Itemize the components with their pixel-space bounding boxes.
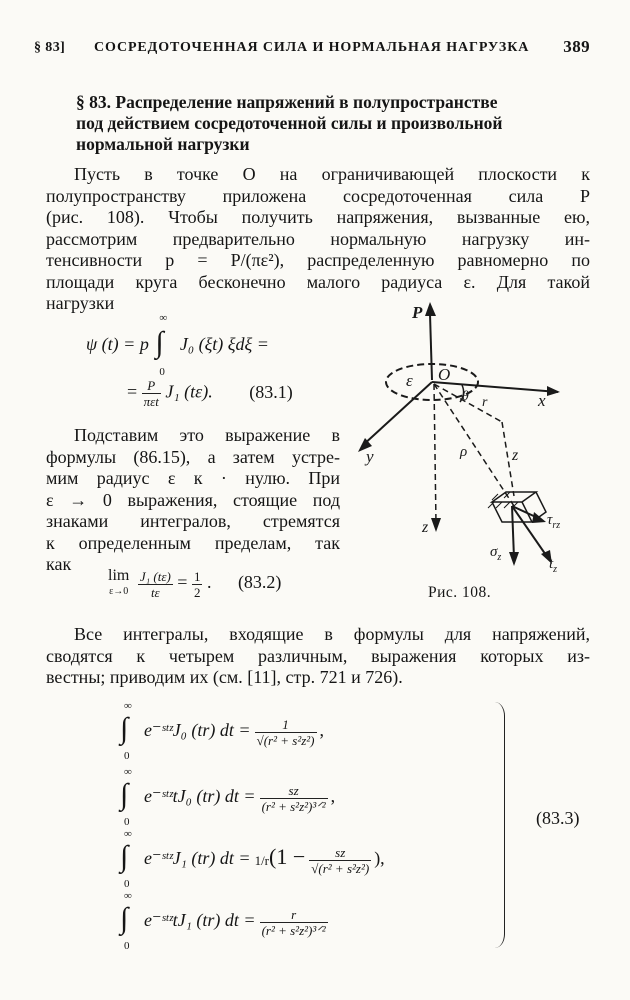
frac-den: (r² + s²z²)³ᐟ² bbox=[261, 798, 326, 814]
sigma-symbol: σ bbox=[490, 544, 498, 560]
y-axis bbox=[362, 382, 432, 446]
paragraph-intro bbox=[46, 164, 590, 315]
paragraph-limit bbox=[46, 425, 340, 576]
equation-83-2 bbox=[108, 568, 281, 600]
figure-108 bbox=[342, 296, 582, 586]
equation-number: (83.3) bbox=[536, 808, 580, 828]
text-line: знаками интегралов, стремятся bbox=[46, 511, 340, 531]
header-title: СОСРЕДОТОЧЕННАЯ СИЛА И НОРМАЛЬНАЯ НАГРУЗКА bbox=[94, 40, 530, 55]
integral-upper: ∞ bbox=[159, 312, 168, 324]
section-title-line: § 83. Распределение напряжений в полупространстве bbox=[76, 92, 498, 112]
integral-sign: ∞ ∫ 0 bbox=[120, 890, 132, 952]
integrand: e⁻ˢᵗᶻtJ₁ (tr) dt = bbox=[144, 910, 256, 931]
eq-period: . bbox=[206, 572, 212, 593]
right-brace bbox=[492, 702, 505, 948]
tau-symbol: τ bbox=[547, 512, 553, 528]
limit-operator bbox=[108, 568, 129, 600]
frac-den: √(r² + s²z²) bbox=[311, 860, 370, 876]
line-suffix: , bbox=[319, 720, 324, 741]
sigma-arrowhead bbox=[509, 552, 519, 566]
rhs-fraction bbox=[260, 783, 328, 814]
frac-num: sz bbox=[335, 844, 346, 860]
z-axis-arrowhead bbox=[431, 518, 441, 532]
label-r: r bbox=[482, 395, 488, 410]
text-line: Подставим это выражение в bbox=[74, 425, 340, 445]
lim-word: lim bbox=[108, 567, 130, 584]
text-line: ε → 0 выражения, стоящие под bbox=[46, 489, 340, 510]
frac-den: tε bbox=[138, 584, 173, 600]
figure-caption: Рис. 108. bbox=[428, 584, 492, 601]
integral-lower: 0 bbox=[159, 366, 165, 378]
integral-lower: 0 bbox=[124, 750, 130, 762]
text-line: формулы (86.15), а затем устре- bbox=[46, 446, 340, 467]
line-suffix: ), bbox=[374, 848, 385, 869]
equation-number: (83.1) bbox=[249, 381, 293, 402]
t-symbol: t bbox=[549, 556, 554, 572]
integral-sign: ∞ ∫ 0 bbox=[120, 766, 132, 828]
equation-number: (83.2) bbox=[237, 572, 282, 593]
label-O: O bbox=[438, 365, 451, 384]
integral-sign: ∞ ∫ 0 bbox=[120, 828, 132, 890]
label-x: x bbox=[538, 391, 546, 410]
section-title-line: нормальной нагрузки bbox=[76, 134, 250, 154]
label-rho: ρ bbox=[460, 444, 468, 460]
integrand: e⁻ˢᵗᶻJ₀ (tr) dt = bbox=[144, 720, 251, 741]
force-P-arrow bbox=[430, 314, 432, 380]
integral-sign: ∞ ∫ 0 bbox=[120, 700, 132, 762]
text-line: рассмотрим предварительно нормальную нагрузку ин- bbox=[46, 228, 590, 249]
paragraph-integrals bbox=[46, 624, 590, 689]
rhs-fraction bbox=[260, 907, 328, 938]
rho-line bbox=[434, 384, 514, 506]
label-sigma bbox=[490, 544, 501, 563]
integral-line bbox=[120, 828, 385, 890]
prefix-fraction: 1/r bbox=[254, 852, 270, 868]
text-line: мим радиус ε к · нулю. При bbox=[46, 468, 340, 488]
frac-num: J₁ (tε) bbox=[139, 568, 171, 584]
frac-num: P bbox=[147, 378, 156, 393]
eq-integrand: J₀ (ξt) ξdξ = bbox=[179, 334, 269, 355]
frac-den: (r² + s²z²)³ᐟ² bbox=[261, 922, 326, 938]
tau-sub: rz bbox=[552, 520, 561, 531]
eq-fraction bbox=[142, 378, 161, 409]
text-line: Пусть в точке O на ограничивающей плоскости к bbox=[74, 164, 590, 184]
text-line: нагрузки bbox=[46, 293, 115, 313]
label-theta: θ bbox=[462, 389, 469, 404]
integral-upper: ∞ bbox=[124, 766, 132, 778]
frac-den: πεt bbox=[143, 394, 159, 409]
section-title-line: под действием сосредоточенной силы и произвольной bbox=[76, 113, 503, 133]
integral-lower: 0 bbox=[124, 940, 130, 952]
frac-den: √(r² + s²z²) bbox=[256, 732, 315, 748]
frac-den: 2 bbox=[193, 584, 201, 600]
integral-upper: ∞ bbox=[124, 828, 132, 840]
eq-equals: = bbox=[177, 572, 188, 593]
t-sub: z bbox=[553, 564, 558, 575]
equation-83-1-line2 bbox=[127, 378, 293, 409]
label-eps: ε bbox=[406, 371, 413, 390]
eq-bessel: J₁ (tε). bbox=[165, 381, 213, 402]
text-line: сводятся к четырем различным, выражения которых из- bbox=[46, 645, 590, 666]
line-suffix: , bbox=[330, 786, 336, 807]
text-line: как bbox=[46, 554, 72, 574]
eq-fraction bbox=[138, 569, 173, 600]
integral-upper: ∞ bbox=[124, 890, 132, 902]
text-line: полупространству приложена сосредоточенная сила P bbox=[46, 185, 590, 206]
page-number: 389 bbox=[563, 37, 590, 56]
integral-sign: ∞ ∫ 0 bbox=[155, 312, 168, 378]
eq-lhs: ψ (t) = p bbox=[86, 334, 149, 355]
label-z-axis: z bbox=[422, 519, 429, 536]
frac-num: 1 bbox=[282, 716, 289, 732]
running-header bbox=[34, 36, 590, 60]
header-section: § 83] bbox=[34, 40, 66, 55]
force-P-arrowhead bbox=[425, 302, 436, 316]
text-line: к определенным пределам, так bbox=[46, 532, 340, 553]
label-tau bbox=[547, 512, 560, 531]
sigma-arrow bbox=[512, 506, 514, 558]
integral-lower: 0 bbox=[124, 878, 130, 890]
text-line: площади круга бесконечно малого радиуса ε. Для такой bbox=[46, 271, 590, 292]
sigma-sub: z bbox=[497, 552, 502, 563]
eq-equals: = bbox=[127, 381, 138, 402]
lim-sub: ε→0 bbox=[109, 586, 129, 597]
eq-fraction-half bbox=[192, 569, 203, 600]
integral-line bbox=[120, 766, 336, 828]
frac-num: 1 bbox=[193, 568, 201, 584]
one-minus: (1 − bbox=[269, 844, 306, 870]
label-z-vertical: z bbox=[512, 447, 519, 464]
x-axis-arrowhead bbox=[547, 386, 560, 396]
rhs-fraction bbox=[309, 845, 371, 876]
section-title bbox=[76, 92, 590, 155]
text-line: вестны; приводим их (см. [11], стр. 721 и 726). bbox=[46, 667, 403, 687]
text-line: Все интегралы, входящие в формулы для напряжений, bbox=[74, 624, 590, 644]
text-line: тенсивности p = P/(πε²), распределенную равномерно по bbox=[46, 250, 590, 270]
integral-lower: 0 bbox=[124, 816, 130, 828]
integral-line bbox=[120, 700, 324, 762]
label-y: y bbox=[366, 447, 374, 466]
integral-upper: ∞ bbox=[124, 700, 132, 712]
equation-83-1-line1 bbox=[86, 312, 269, 378]
integrand: e⁻ˢᵗᶻJ₁ (tr) dt = bbox=[144, 848, 251, 869]
rhs-fraction bbox=[255, 717, 317, 748]
frac-num: r bbox=[291, 906, 297, 922]
z-axis bbox=[434, 384, 436, 524]
frac-num: sz bbox=[288, 782, 299, 798]
integral-line bbox=[120, 890, 331, 952]
label-t bbox=[549, 556, 557, 575]
text-line: (рис. 108). Чтобы получить напряжения, вызванные ею, bbox=[46, 207, 590, 227]
integrand: e⁻ˢᵗᶻtJ₀ (tr) dt = bbox=[144, 786, 256, 807]
label-P: P bbox=[412, 303, 423, 322]
